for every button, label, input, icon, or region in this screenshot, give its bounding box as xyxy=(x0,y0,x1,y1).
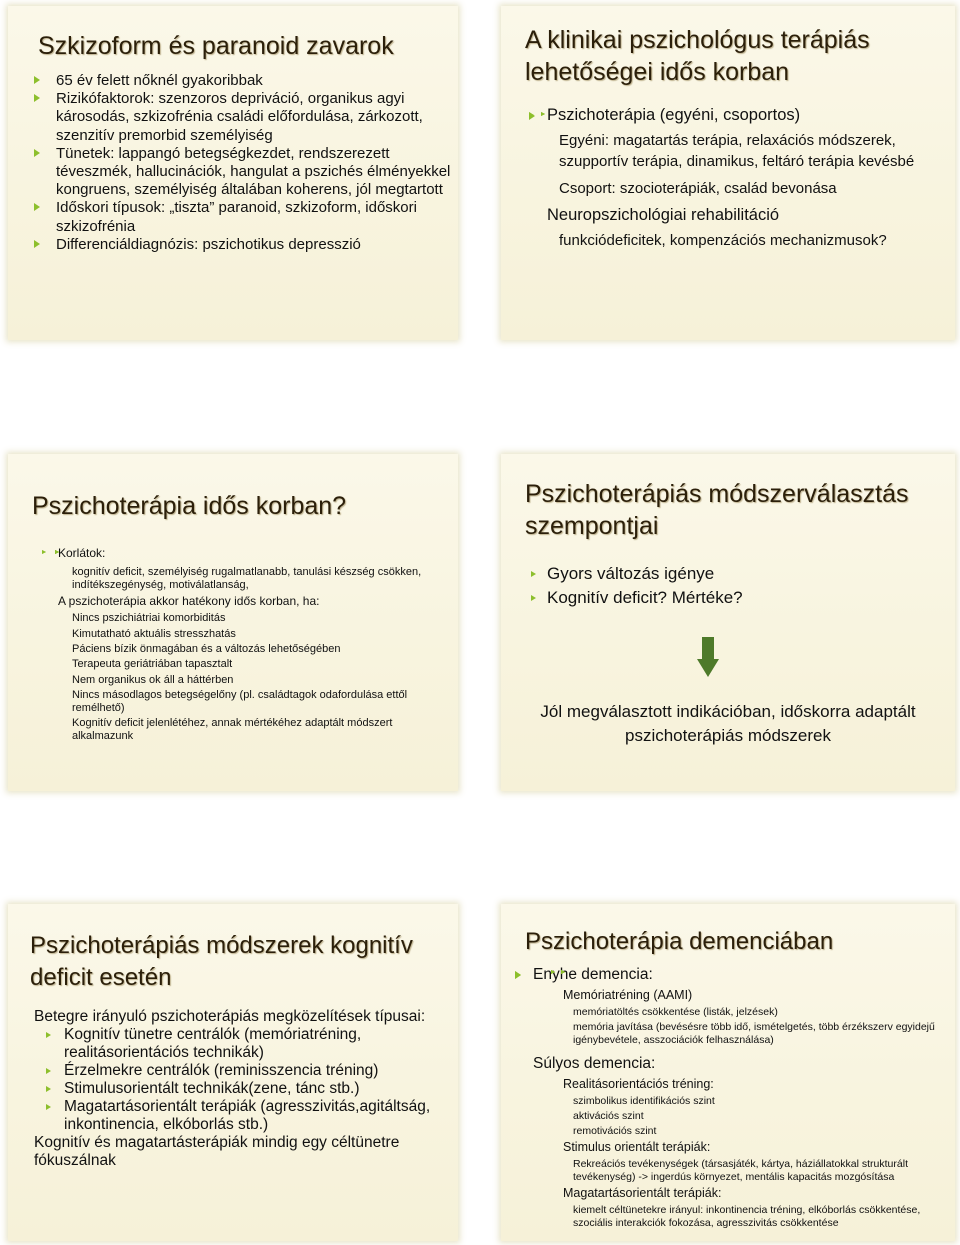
section-heading: Korlátok: xyxy=(42,546,442,561)
conclusion-text: Jól megválasztott indikációban, időskorra adaptált pszichoterápiás módszerek xyxy=(540,702,916,745)
slide-body xyxy=(42,546,442,745)
arrow-bullet-icon xyxy=(529,112,535,120)
arrow-bullet-icon xyxy=(46,1068,51,1074)
list-item: funkciódeficitek, kompenzációs mechanizmusok? xyxy=(529,230,944,251)
list-item: Időskori típusok: „tiszta” paranoid, szkizoform, időskori szkizofrénia xyxy=(34,199,454,235)
arrow-bullet-icon xyxy=(515,971,521,979)
arrow-bullet-icon xyxy=(46,1032,51,1038)
list-item: Nincs másodlagos betegségelőny (pl. családtagok odafordulása ettől remélhető) xyxy=(42,689,442,714)
arrow-bullet-icon xyxy=(55,550,59,554)
arrow-bullet-icon xyxy=(541,112,545,116)
list-item: Terapeuta geriátriában tapasztalt xyxy=(42,658,442,671)
arrow-bullet-icon xyxy=(34,94,40,102)
list-item: Tünetek: lappangó betegségkezdet, rendszerezett téveszmék, hallucinációk, hangulat a pszichés élményekkel kongruens, személyiség általában koherens, jól megtartott xyxy=(34,145,454,200)
slide-modszervalasztas xyxy=(501,454,955,791)
list-item: Rekreációs tevékenységek (társasjáték, kártya, háziállatokkal strukturált tevékenység) -> ingerdús környezet, mentális kapacitás mozgósítása xyxy=(515,1158,947,1184)
slide-title: Pszichoterápiás módszerválasztás szempontjai xyxy=(525,480,909,540)
slide-klinikai-terapias-lehetosegek xyxy=(501,6,955,340)
sub-heading: Memóriatréning (AAMI) xyxy=(515,988,947,1003)
list-item: Magatartásorientált terápiák (agresszivitás,agitáltság, inkontinencia, elkóborlás stb.) xyxy=(34,1098,454,1134)
arrow-bullet-icon xyxy=(42,550,46,554)
slide-body xyxy=(34,1008,454,1170)
outro-text: Kognitív és magatartásterápiák mindig egy céltünetre fókuszálnak xyxy=(34,1134,400,1169)
list-item: Kimutatható aktuális stresszhatás xyxy=(42,628,442,641)
bullet-list xyxy=(34,1026,454,1134)
list-item: Kognitív deficit jelenlétéhez, annak mértékéhez adaptált módszert alkalmazunk xyxy=(42,717,442,742)
arrow-bullet-icon xyxy=(34,149,40,157)
slide-title: Pszichoterápia idős korban? xyxy=(32,492,347,520)
list-item: memóriatöltés csökkentése (listák, jelzések) xyxy=(515,1006,947,1019)
bullet-list xyxy=(531,562,931,610)
list-item: memória javítása (bevésésre több idő, ismételgetés, több érzékszerv egyidejű igénybevétele, asszociációk felhasználása) xyxy=(515,1021,947,1047)
sub-heading: Realitásorientációs tréning: xyxy=(515,1077,947,1092)
list-item: 65 év felett nőknél gyakoribbak xyxy=(34,72,454,90)
sub-heading: Magatartásorientált terápiák: xyxy=(515,1186,947,1201)
slide-title: A klinikai pszichológus terápiás lehetőségei idős korban xyxy=(525,26,870,86)
arrow-bullet-icon xyxy=(46,1104,51,1110)
list-item: Differenciáldiagnózis: pszichotikus depresszió xyxy=(34,236,454,254)
list-item: Nincs pszichiátriai komorbiditás xyxy=(42,612,442,625)
arrow-bullet-icon xyxy=(551,970,555,974)
slide-body xyxy=(529,104,944,251)
sub-heading: Stimulus orientált terápiák: xyxy=(515,1140,947,1155)
list-item: kognitív deficit, személyiség rugalmatlanabb, tanulási készség csökken, indítékszegénység, motiválatlanság, xyxy=(42,566,442,591)
list-item: kiemelt céltünetekre irányul: inkontinencia tréning, elkóborlás csökkentése, szociális interakciók fokozása, agresszivitás csökkentése xyxy=(515,1204,947,1230)
section-heading: Enyhe demencia: xyxy=(515,966,947,984)
list-item: szimbolikus identifikációs szint xyxy=(515,1095,947,1108)
slide-title: Pszichoterápia demenciában xyxy=(525,928,834,955)
section-heading: A pszichoterápia akkor hatékony idős korban, ha: xyxy=(42,594,442,609)
slide-demencia xyxy=(501,904,955,1241)
list-item: Stimulusorientált technikák(zene, tánc stb.) xyxy=(34,1080,454,1098)
list-item: Csoport: szocioterápiák, család bevonása xyxy=(529,178,944,199)
section-heading: Pszichoterápia (egyéni, csoportos) xyxy=(529,104,944,126)
bullet-list xyxy=(34,72,454,254)
list-item: Gyors változás igénye xyxy=(531,562,931,586)
arrow-bullet-icon xyxy=(531,595,536,601)
arrow-bullet-icon xyxy=(531,571,536,577)
slide-szkizoform xyxy=(8,6,458,340)
intro-text: Betegre irányuló pszichoterápiás megközelítések típusai: xyxy=(34,1008,426,1025)
list-item: remotivációs szint xyxy=(515,1125,947,1138)
list-item: Érzelmekre centrálók (reminisszencia tréning) xyxy=(34,1062,454,1080)
arrow-bullet-icon xyxy=(34,240,40,248)
slide-title: Szkizoform és paranoid zavarok xyxy=(38,32,394,60)
list-item: Páciens bízik önmagában és a változás lehetőségében xyxy=(42,643,442,656)
list-item: Rizikófaktorok: szenzoros depriváció, organikus agyi károsodás, szkizofrénia családi előfordulása, zárkozott, szenzitív premorbid személyiség xyxy=(34,90,454,145)
section-heading: Neuropszichológiai rehabilitáció xyxy=(529,204,944,226)
arrow-bullet-icon xyxy=(561,970,565,974)
section-heading: Súlyos demencia: xyxy=(515,1055,947,1073)
arrow-bullet-icon xyxy=(34,203,40,211)
list-item: Kognitív deficit? Mértéke? xyxy=(531,586,931,610)
list-item: Nem organikus ok áll a háttérben xyxy=(42,674,442,687)
slide-kognitiv-deficit-modszerek xyxy=(8,904,458,1241)
list-item: Kognitív tünetre centrálók (memóriatréning, realitásorientációs technikák) xyxy=(34,1026,454,1062)
slide-body xyxy=(515,966,947,1232)
list-item: Egyéni: magatartás terápia, relaxációs módszerek, szupportív terápia, dinamikus, feltáró terápia kevésbé xyxy=(529,130,944,172)
list-item: aktivációs szint xyxy=(515,1110,947,1123)
slide-pszichoterapia-idos-korban xyxy=(8,454,458,791)
slide-title: Pszichoterápiás módszerek kognitív deficit esetén xyxy=(30,932,413,991)
arrow-bullet-icon xyxy=(34,76,40,84)
arrow-bullet-icon xyxy=(46,1086,51,1092)
down-arrow-icon xyxy=(697,637,719,677)
